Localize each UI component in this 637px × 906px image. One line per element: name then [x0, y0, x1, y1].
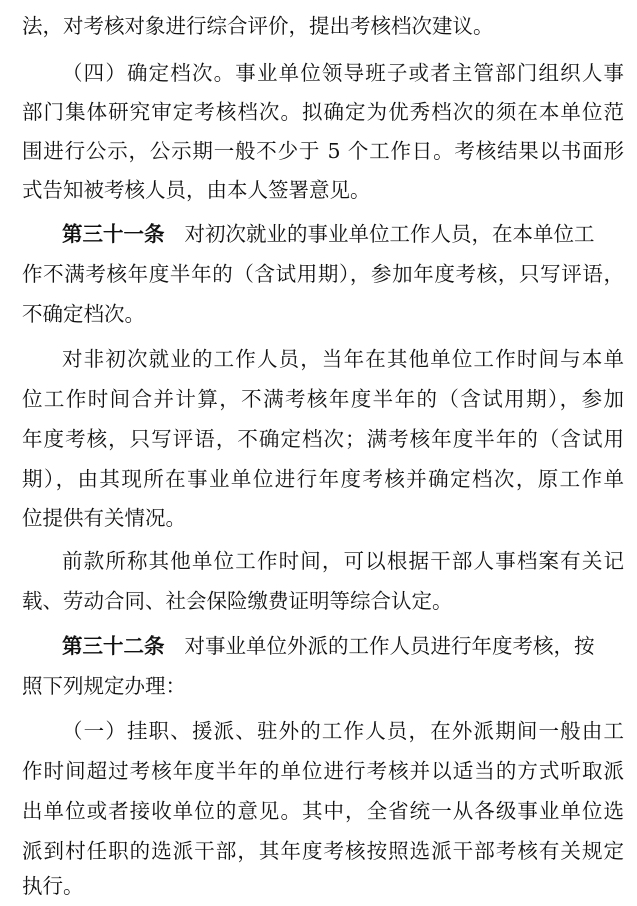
text-line: 式告知被考核人员，由本人签署意见。 — [22, 178, 371, 202]
text-line: 部门集体研究审定考核档次。拟确定为优秀档次的须在本单位范 — [22, 100, 624, 124]
text-line: 派到村任职的选派干部，其年度考核按照选派干部考核有关规定 — [22, 839, 624, 863]
article-32-heading: 第三十二条 — [62, 634, 165, 658]
text-line: 对非初次就业的工作人员，当年在其他单位工作时间与本单 — [62, 347, 624, 371]
text-line: 前款所称其他单位工作时间，可以根据干部人事档案有关记 — [62, 549, 624, 573]
text-line: （一）挂职、援派、驻外的工作人员，在外派期间一般由工 — [62, 719, 624, 743]
text-line: 位工作时间合并计算，不满考核年度半年的（含试用期），参加 — [22, 387, 624, 411]
text-line: 作时间超过考核年度半年的单位进行考核并以适当的方式听取派 — [22, 759, 624, 783]
text-line: 年度考核，只写评语，不确定档次；满考核年度半年的（含试用 — [22, 427, 624, 451]
text-line: 照下列规定办理： — [22, 674, 186, 698]
article-32-line — [62, 626, 624, 666]
text-line: 出单位或者接收单位的意见。其中，全省统一从各级事业单位选 — [22, 799, 624, 823]
text-line: 作不满考核年度半年的（含试用期），参加年度考核，只写评语， — [22, 262, 624, 286]
article-31-heading: 第三十一条 — [62, 222, 165, 246]
text-line: 载、劳动合同、社会保险缴费证明等综合认定。 — [22, 589, 453, 613]
text-line: 不确定档次。 — [22, 302, 145, 326]
text-line: 期），由其现所在事业单位进行年度考核并确定档次，原工作单 — [22, 467, 624, 491]
article-31-text: 对初次就业的事业单位工作人员，在本单位工 — [184, 222, 595, 246]
text-line: 执行。 — [22, 874, 84, 898]
text-line: （四）确定档次。事业单位领导班子或者主管部门组织人事 — [62, 61, 624, 85]
text-line: 位提供有关情况。 — [22, 506, 186, 530]
text-line: 围进行公示，公示期一般不少于 5 个工作日。考核结果以书面形 — [22, 139, 624, 163]
article-32-text: 对事业单位外派的工作人员进行年度考核，按 — [184, 634, 595, 658]
article-31-line — [62, 214, 624, 254]
text-line: 法，对考核对象进行综合评价，提出考核档次建议。 — [22, 14, 494, 38]
